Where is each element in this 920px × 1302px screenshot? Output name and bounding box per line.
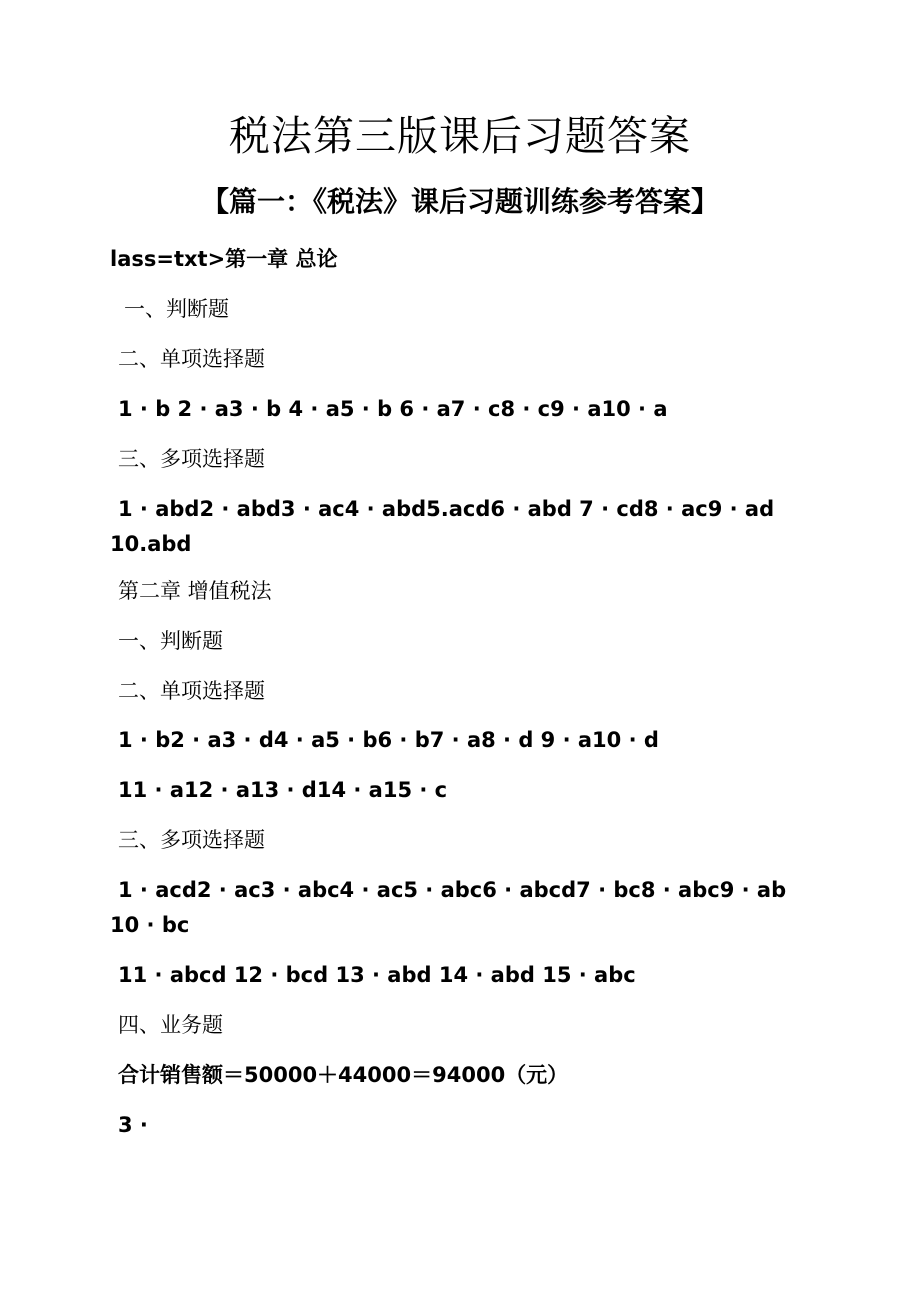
ch1-multiple-choice-heading: 三、多项选择题 xyxy=(118,447,265,471)
ch1-single-choice-answers: 1 · b 2 · a3 · b 4 · a5 · b 6 · a7 · c8 · c9 · a10 · a xyxy=(118,397,668,421)
document-title: 税法第三版课后习题答案 xyxy=(229,112,691,160)
ch1-multiple-choice-answers xyxy=(110,492,790,562)
item-3-label: 3 · xyxy=(118,1113,148,1137)
ch1-true-false-heading: 一、判断题 xyxy=(124,297,229,321)
ch2-multiple-choice-answers-line-1: 1 · acd2 · ac3 · abc4 · ac5 · abc6 · abcd7 · bc8 · abc9 · ab xyxy=(118,878,787,902)
ch1-multiple-choice-answers-line-2: 10.abd xyxy=(110,532,192,556)
ch1-single-choice-heading: 二、单项选择题 xyxy=(118,347,265,371)
ch2-multiple-choice-heading: 三、多项选择题 xyxy=(118,828,265,852)
ch2-multiple-choice-answers-3: 11 · abcd 12 · bcd 13 · abd 14 · abd 15 · abc xyxy=(118,963,636,987)
chapter-1-heading: lass=txt>第一章 总论 xyxy=(110,247,338,271)
document-subtitle: 【篇一：《税法》课后习题训练参考答案】 xyxy=(200,185,719,218)
ch2-business-problems-heading: 四、业务题 xyxy=(118,1013,223,1037)
ch2-multiple-choice-answers xyxy=(110,873,790,943)
ch2-single-choice-answers-1: 1 · b2 · a3 · d4 · a5 · b6 · b7 · a8 · d 9 · a10 · d xyxy=(118,728,659,752)
ch2-true-false-heading: 一、判断题 xyxy=(118,629,223,653)
ch2-multiple-choice-answers-line-2: 10 · bc xyxy=(110,913,190,937)
ch1-multiple-choice-answers-line-1: 1 · abd2 · abd3 · ac4 · abd5.acd6 · abd 7 · cd8 · ac9 · ad xyxy=(118,497,775,521)
total-sales-calculation: 合计销售额＝50000＋44000＝94000（元） xyxy=(118,1063,569,1087)
ch2-single-choice-answers-2: 11 · a12 · a13 · d14 · a15 · c xyxy=(118,778,448,802)
chapter-2-heading: 第二章 增值税法 xyxy=(118,579,272,603)
ch2-single-choice-heading: 二、单项选择题 xyxy=(118,679,265,703)
